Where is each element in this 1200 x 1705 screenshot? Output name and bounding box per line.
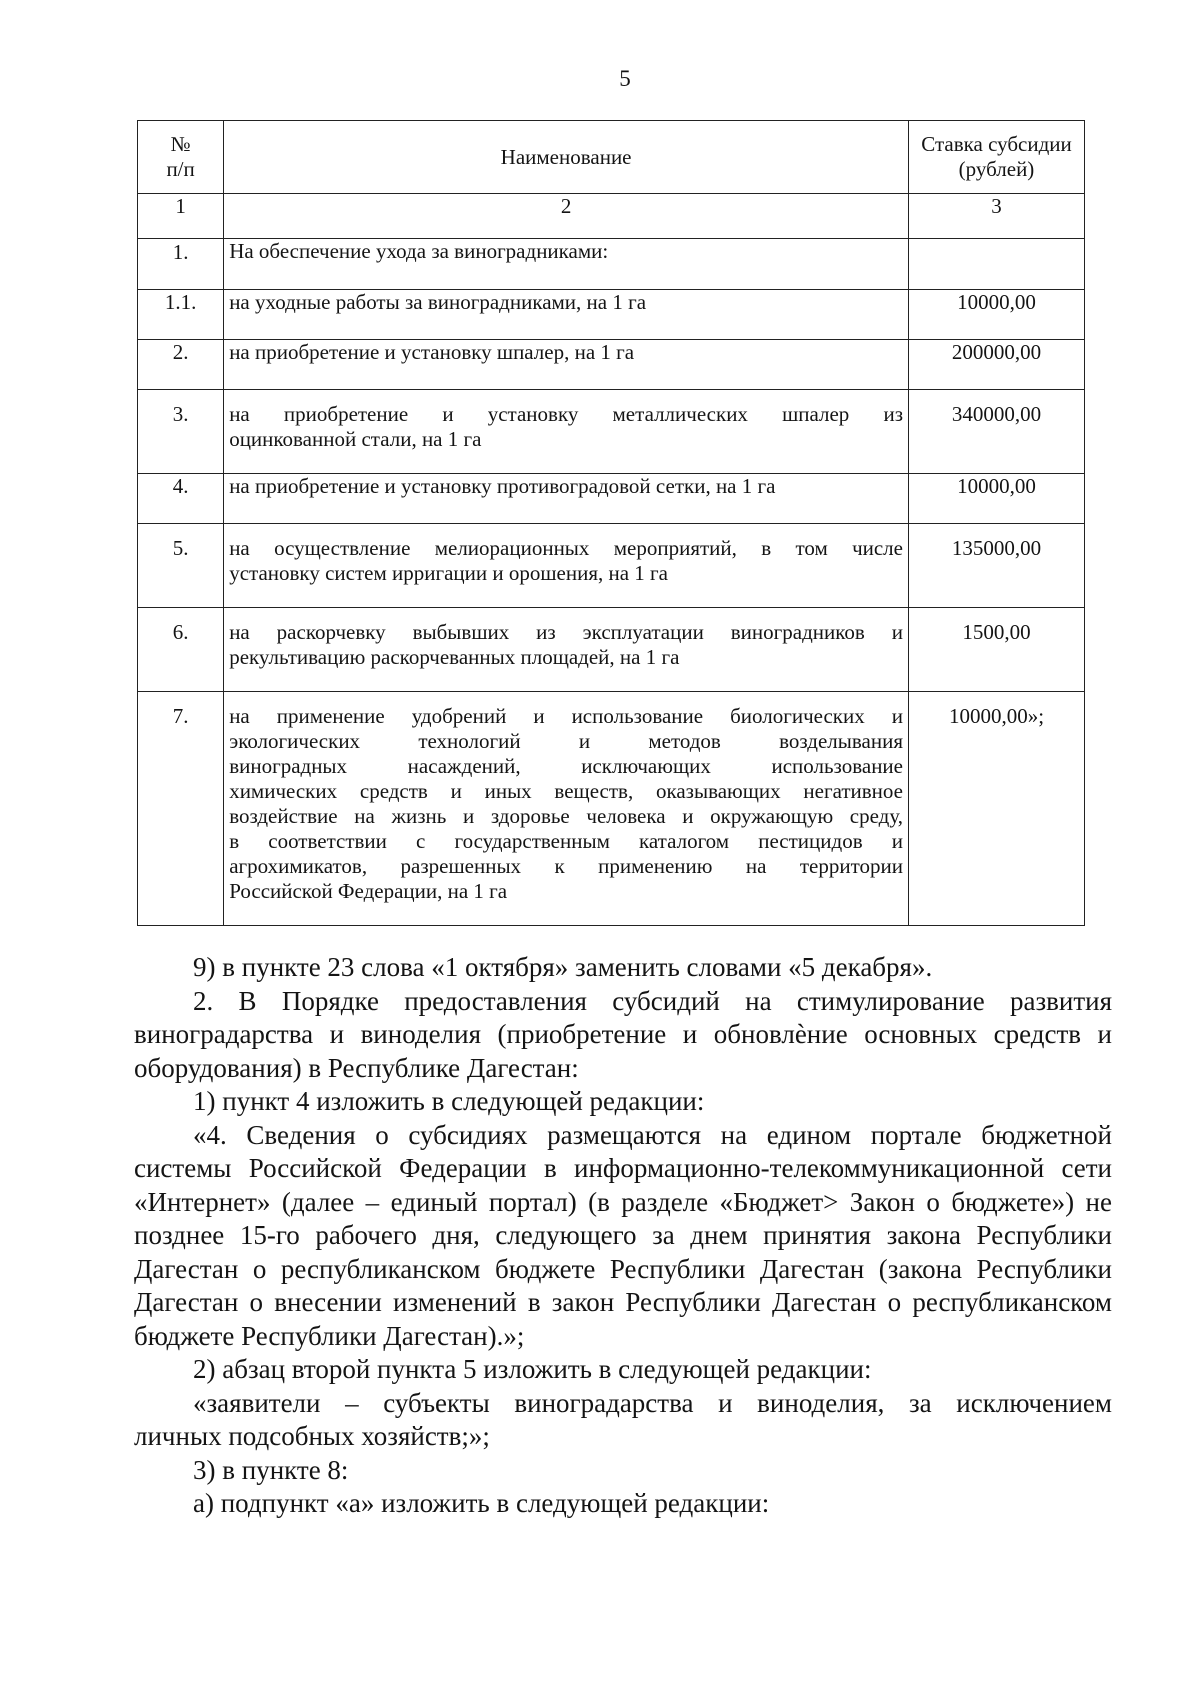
paragraph-line: виноградарства и виноделия (приобретение и обновлѐние основных средств и — [134, 1019, 1112, 1049]
row-name-line: химических средств и иных веществ, оказывающих негативное — [229, 779, 903, 803]
row-num: 7. — [138, 692, 224, 926]
row-num: 3. — [138, 390, 224, 474]
paragraph-item-3: 3) в пункте 8: — [193, 1454, 349, 1485]
row-num: 6. — [138, 608, 224, 692]
row-name-line: экологических технологий и методов возделывания — [229, 729, 903, 753]
row-name — [224, 390, 909, 474]
paragraph-item-9: 9) в пункте 23 слова «1 октября» заменить словами «5 декабря». — [193, 952, 933, 982]
row-name: на приобретение и установку противоградовой сетки, на 1 га — [224, 474, 909, 524]
header-name: Наименование — [224, 121, 909, 194]
row-name-line: установку систем ирригации и орошения, на 1 га — [229, 561, 668, 585]
row-name: на уходные работы за виноградниками, на 1 га — [224, 290, 909, 340]
table-row — [138, 239, 1085, 290]
paragraph-line: Дагестан о внесении изменений в закон Республики Дагестан о республиканском — [134, 1287, 1112, 1317]
table-row — [138, 474, 1085, 524]
paragraph-line: «4. Сведения о субсидиях размещаются на едином портале бюджетной — [193, 1119, 1112, 1150]
row-num: 1.1. — [138, 290, 224, 340]
row-rate: 10000,00»; — [909, 692, 1085, 926]
row-rate: 200000,00 — [909, 340, 1085, 390]
header-rate-label: Ставка субсидии (рублей) — [921, 132, 1072, 181]
paragraph-line: 2. В Порядке предоставления субсидий на стимулирование развития — [193, 985, 1112, 1016]
row-name-line: на приобретение и установку металлических шпалер из — [229, 402, 903, 426]
paragraph-line: позднее 15-го рабочего дня, следующего за днем принятия закона Республики — [134, 1220, 1112, 1250]
row-rate: 10000,00 — [909, 290, 1085, 340]
header-num — [138, 121, 224, 194]
table-row — [138, 340, 1085, 390]
row-rate — [909, 239, 1085, 290]
row-name-line: оцинкованной стали, на 1 га — [229, 427, 482, 451]
row-name-line: воздействие на жизнь и здоровье человека и окружающую среду, — [229, 804, 903, 828]
row-name: на приобретение и установку шпалер, на 1 га — [224, 340, 909, 390]
row-name-line: рекультивацию раскорчеванных площадей, на 1 га — [229, 645, 680, 669]
row-name-line: в соответствии с государственным каталогом пестицидов и — [229, 829, 903, 853]
page-number: 5 — [619, 66, 631, 91]
paragraph-line: «Интернет» (далее – единый портал) (в разделе «Бюджет> Закон о бюджете») не — [134, 1186, 1112, 1217]
header-rate — [909, 121, 1085, 194]
table-row — [138, 524, 1085, 608]
row-name-line: на раскорчевку выбывших из эксплуатации виноградников и — [229, 620, 903, 644]
row-num: 5. — [138, 524, 224, 608]
header-num-label: № п/п — [166, 132, 195, 181]
row-num: 1. — [138, 239, 224, 290]
paragraph-line: бюджете Республики Дагестан).»; — [134, 1320, 525, 1351]
row-rate: 135000,00 — [909, 524, 1085, 608]
paragraph-line: личных подсобных хозяйств;»; — [134, 1421, 490, 1451]
col-index-2: 2 — [224, 194, 909, 239]
row-name-line: агрохимикатов, разрешенных к применению на территории — [229, 854, 903, 878]
row-rate: 1500,00 — [909, 608, 1085, 692]
row-name — [224, 608, 909, 692]
row-name-line: Российской Федерации, на 1 га — [229, 879, 508, 903]
table-row — [138, 692, 1085, 926]
paragraph-item-1: 1) пункт 4 изложить в следующей редакции: — [193, 1086, 705, 1116]
paragraph-line: Дагестан о республиканском бюджете Республики Дагестан (закона Республики — [134, 1253, 1112, 1284]
row-name — [224, 524, 909, 608]
table-row — [138, 390, 1085, 474]
col-index-3: 3 — [909, 194, 1085, 239]
subsidy-rates-table — [137, 120, 1085, 926]
row-num: 4. — [138, 474, 224, 524]
row-name-line: на осуществление мелиорационных мероприятий, в том числе — [229, 536, 903, 560]
row-name — [224, 692, 909, 926]
document-body — [134, 951, 1112, 1521]
paragraph-item-2: 2) абзац второй пункта 5 изложить в следующей редакции: — [193, 1354, 872, 1384]
row-rate: 10000,00 — [909, 474, 1085, 524]
table-row — [138, 290, 1085, 340]
table-index-row — [138, 194, 1085, 239]
paragraph-line: системы Российской Федерации в информационно-телекоммуникационной сети — [134, 1153, 1112, 1183]
paragraph-subitem-a: а) подпункт «а» изложить в следующей редакции: — [193, 1488, 770, 1518]
row-name: На обеспечение ухода за виноградниками: — [224, 239, 909, 290]
paragraph-line: оборудования) в Республике Дагестан: — [134, 1052, 579, 1083]
table-header-row — [138, 121, 1085, 194]
row-name-line: на применение удобрений и использование биологических и — [229, 704, 903, 728]
row-rate: 340000,00 — [909, 390, 1085, 474]
row-num: 2. — [138, 340, 224, 390]
row-name-line: виноградных насаждений, исключающих использование — [229, 754, 903, 778]
paragraph-line: «заявители – субъекты виноградарства и виноделия, за исключением — [193, 1387, 1112, 1418]
table-row — [138, 608, 1085, 692]
col-index-1: 1 — [138, 194, 224, 239]
